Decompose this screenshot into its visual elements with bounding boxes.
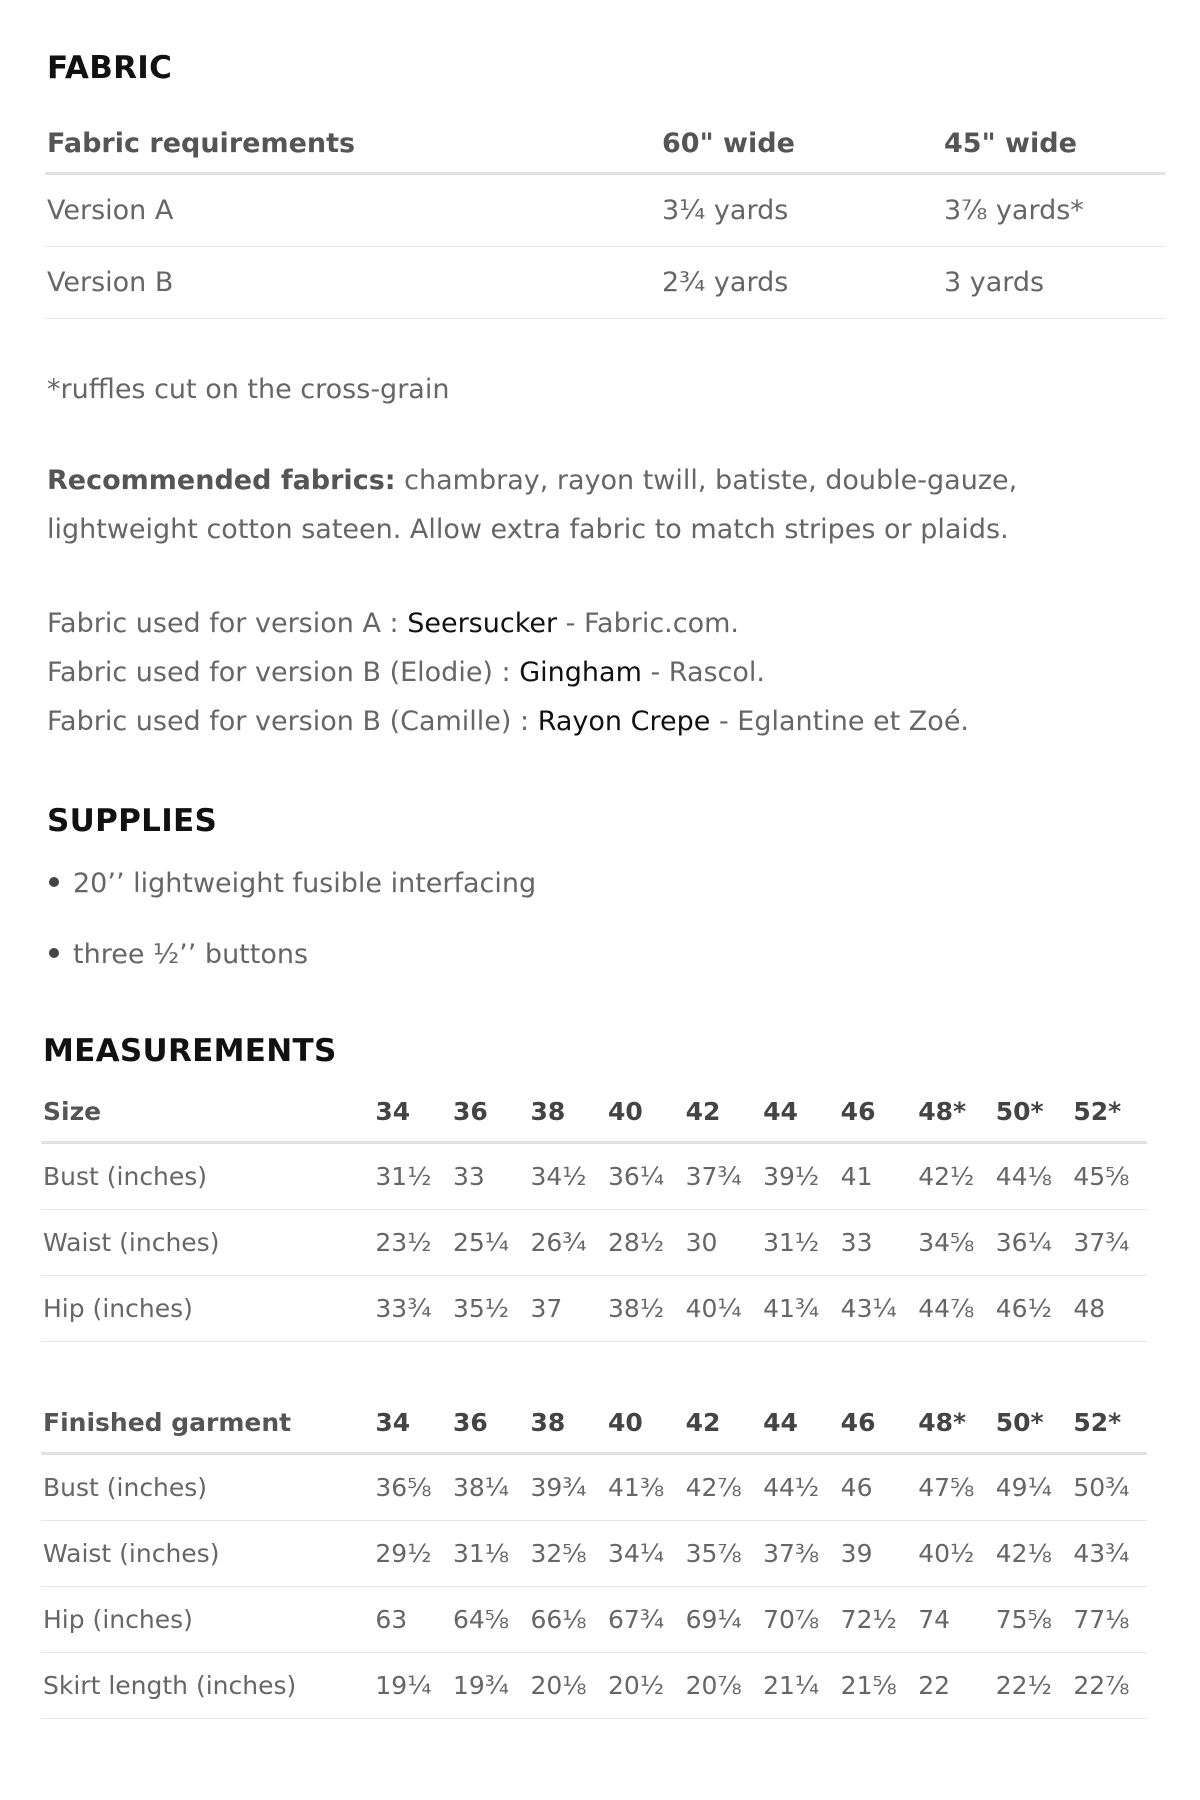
size-column-header: 34	[373, 1081, 451, 1143]
row-label: Bust (inches)	[41, 1143, 373, 1210]
recommended-text: chambray, rayon twill, batiste, double-gauze,	[395, 465, 1018, 496]
column-header: Fabric requirements	[45, 115, 660, 174]
table-cell: 26¾	[528, 1210, 606, 1276]
table-cell: 20⅛	[528, 1653, 606, 1719]
table-cell: 36⅝	[373, 1454, 451, 1521]
table-cell: 69¼	[684, 1587, 762, 1653]
table-cell: 40¼	[684, 1276, 762, 1342]
table-cell: 70⅞	[761, 1587, 839, 1653]
table-cell: 42⅞	[684, 1454, 762, 1521]
table-row	[41, 1276, 1147, 1342]
table-cell: 38½	[606, 1276, 684, 1342]
size-column-header: 38	[528, 1392, 606, 1454]
size-column-header: 44	[761, 1081, 839, 1143]
table-cell: 44½	[761, 1454, 839, 1521]
table-cell: 33¾	[373, 1276, 451, 1342]
table-header-row	[41, 1081, 1147, 1143]
row-label-header: Finished garment	[41, 1392, 373, 1454]
size-column-header: 52*	[1071, 1081, 1147, 1143]
fabric-used-source: - Eglantine et Zoé.	[710, 706, 970, 737]
table-row	[41, 1143, 1147, 1210]
table-cell: 39	[839, 1521, 917, 1587]
table-cell: 29½	[373, 1521, 451, 1587]
table-cell: 42½	[916, 1143, 994, 1210]
recommended-label: Recommended fabrics:	[47, 465, 396, 496]
table-cell: 63	[373, 1587, 451, 1653]
row-label: Waist (inches)	[41, 1210, 373, 1276]
table-row	[41, 1454, 1147, 1521]
table-cell: 3¼ yards	[660, 174, 942, 247]
table-cell: 46	[839, 1454, 917, 1521]
row-label: Waist (inches)	[41, 1521, 373, 1587]
row-label-header: Size	[41, 1081, 373, 1143]
list-item	[45, 860, 536, 931]
size-column-header: 48*	[916, 1392, 994, 1454]
table-cell: 49¼	[994, 1454, 1072, 1521]
size-column-header: 52*	[1071, 1392, 1147, 1454]
table-cell: 34⅝	[916, 1210, 994, 1276]
table-row	[41, 1521, 1147, 1587]
size-column-header: 50*	[994, 1081, 1072, 1143]
table-cell: Version A	[45, 174, 660, 247]
size-column-header: 38	[528, 1081, 606, 1143]
table-cell: 74	[916, 1587, 994, 1653]
supply-text: 20’’ lightweight fusible interfacing	[73, 868, 537, 899]
fabric-requirements-table	[45, 115, 1165, 319]
table-cell: 45⅝	[1071, 1143, 1147, 1210]
table-cell: 41⅜	[606, 1454, 684, 1521]
fabric-link[interactable]: Rayon Crepe	[537, 706, 711, 737]
size-column-header: 44	[761, 1392, 839, 1454]
fabric-used-line	[47, 697, 969, 746]
table-cell: 34½	[528, 1143, 606, 1210]
table-cell: 3⅞ yards*	[942, 174, 1165, 247]
size-column-header: 36	[451, 1081, 529, 1143]
bullet-icon	[49, 877, 59, 887]
table-cell: 48	[1071, 1276, 1147, 1342]
finished-garment-table	[41, 1392, 1147, 1719]
size-column-header: 34	[373, 1392, 451, 1454]
table-cell: 39½	[761, 1143, 839, 1210]
fabric-link[interactable]: Gingham	[519, 657, 642, 688]
table-cell: 23½	[373, 1210, 451, 1276]
table-cell: 33	[839, 1210, 917, 1276]
fabric-footnote: *ruffles cut on the cross-grain	[47, 374, 450, 405]
table-cell: 41¾	[761, 1276, 839, 1342]
column-header: 60" wide	[660, 115, 942, 174]
table-cell: 72½	[839, 1587, 917, 1653]
table-cell: 35½	[451, 1276, 529, 1342]
table-cell: 30	[684, 1210, 762, 1276]
table-cell: 37¾	[1071, 1210, 1147, 1276]
table-cell: 37	[528, 1276, 606, 1342]
supplies-heading: SUPPLIES	[47, 803, 218, 839]
supply-text: three ½’’ buttons	[73, 939, 309, 970]
table-cell: Version B	[45, 247, 660, 319]
table-cell: 41	[839, 1143, 917, 1210]
size-column-header: 40	[606, 1081, 684, 1143]
bullet-icon	[49, 948, 59, 958]
table-cell: 34¼	[606, 1521, 684, 1587]
table-cell: 46½	[994, 1276, 1072, 1342]
table-cell: 20⅞	[684, 1653, 762, 1719]
size-column-header: 46	[839, 1392, 917, 1454]
table-cell: 36¼	[606, 1143, 684, 1210]
table-cell: 44⅞	[916, 1276, 994, 1342]
table-header-row	[45, 115, 1165, 174]
table-row	[41, 1653, 1147, 1719]
size-column-header: 50*	[994, 1392, 1072, 1454]
body-measurements-table	[41, 1081, 1147, 1342]
recommended-fabrics	[47, 456, 1017, 554]
table-cell: 37¾	[684, 1143, 762, 1210]
fabric-used-line	[47, 648, 969, 697]
table-cell: 44⅛	[994, 1143, 1072, 1210]
table-cell: 19¾	[451, 1653, 529, 1719]
row-label: Hip (inches)	[41, 1276, 373, 1342]
table-cell: 64⅝	[451, 1587, 529, 1653]
size-column-header: 42	[684, 1392, 762, 1454]
table-cell: 77⅛	[1071, 1587, 1147, 1653]
size-column-header: 48*	[916, 1081, 994, 1143]
table-cell: 2¾ yards	[660, 247, 942, 319]
table-cell: 22½	[994, 1653, 1072, 1719]
table-cell: 37⅜	[761, 1521, 839, 1587]
fabric-used-source: - Fabric.com.	[557, 608, 739, 639]
size-column-header: 40	[606, 1392, 684, 1454]
table-cell: 47⅝	[916, 1454, 994, 1521]
row-label: Hip (inches)	[41, 1587, 373, 1653]
table-row	[41, 1210, 1147, 1276]
table-cell: 43¼	[839, 1276, 917, 1342]
table-cell: 67¾	[606, 1587, 684, 1653]
table-row	[45, 247, 1165, 319]
size-column-header: 36	[451, 1392, 529, 1454]
table-cell: 35⅞	[684, 1521, 762, 1587]
table-row	[45, 174, 1165, 247]
list-item	[45, 931, 536, 1002]
size-column-header: 42	[684, 1081, 762, 1143]
table-cell: 25¼	[451, 1210, 529, 1276]
table-cell: 28½	[606, 1210, 684, 1276]
table-header-row	[41, 1392, 1147, 1454]
column-header: 45" wide	[942, 115, 1165, 174]
table-cell: 50¾	[1071, 1454, 1147, 1521]
fabric-used-prefix: Fabric used for version B (Elodie) :	[47, 657, 520, 688]
measurements-heading: MEASUREMENTS	[43, 1033, 337, 1069]
recommended-text: lightweight cotton sateen. Allow extra fabric to match stripes or plaids.	[47, 514, 1009, 545]
table-cell: 66⅛	[528, 1587, 606, 1653]
table-cell: 42⅛	[994, 1521, 1072, 1587]
row-label: Skirt length (inches)	[41, 1653, 373, 1719]
table-cell: 21⅝	[839, 1653, 917, 1719]
table-cell: 20½	[606, 1653, 684, 1719]
fabric-link[interactable]: Seersucker	[407, 608, 558, 639]
table-cell: 33	[451, 1143, 529, 1210]
fabric-used-line	[47, 599, 969, 648]
table-cell: 21¼	[761, 1653, 839, 1719]
table-cell: 32⅝	[528, 1521, 606, 1587]
fabric-used-list	[47, 599, 969, 746]
table-cell: 19¼	[373, 1653, 451, 1719]
table-cell: 31½	[761, 1210, 839, 1276]
table-cell: 39¾	[528, 1454, 606, 1521]
table-cell: 22⅞	[1071, 1653, 1147, 1719]
supplies-list	[45, 860, 536, 1002]
table-cell: 75⅝	[994, 1587, 1072, 1653]
table-cell: 31½	[373, 1143, 451, 1210]
table-cell: 40½	[916, 1521, 994, 1587]
fabric-used-source: - Rascol.	[641, 657, 766, 688]
table-cell: 31⅛	[451, 1521, 529, 1587]
fabric-used-prefix: Fabric used for version A :	[47, 608, 408, 639]
table-cell: 38¼	[451, 1454, 529, 1521]
table-cell: 36¼	[994, 1210, 1072, 1276]
table-cell: 43¾	[1071, 1521, 1147, 1587]
row-label: Bust (inches)	[41, 1454, 373, 1521]
table-cell: 3 yards	[942, 247, 1165, 319]
table-row	[41, 1587, 1147, 1653]
size-column-header: 46	[839, 1081, 917, 1143]
table-cell: 22	[916, 1653, 994, 1719]
fabric-heading: FABRIC	[47, 50, 173, 86]
fabric-used-prefix: Fabric used for version B (Camille) :	[47, 706, 538, 737]
